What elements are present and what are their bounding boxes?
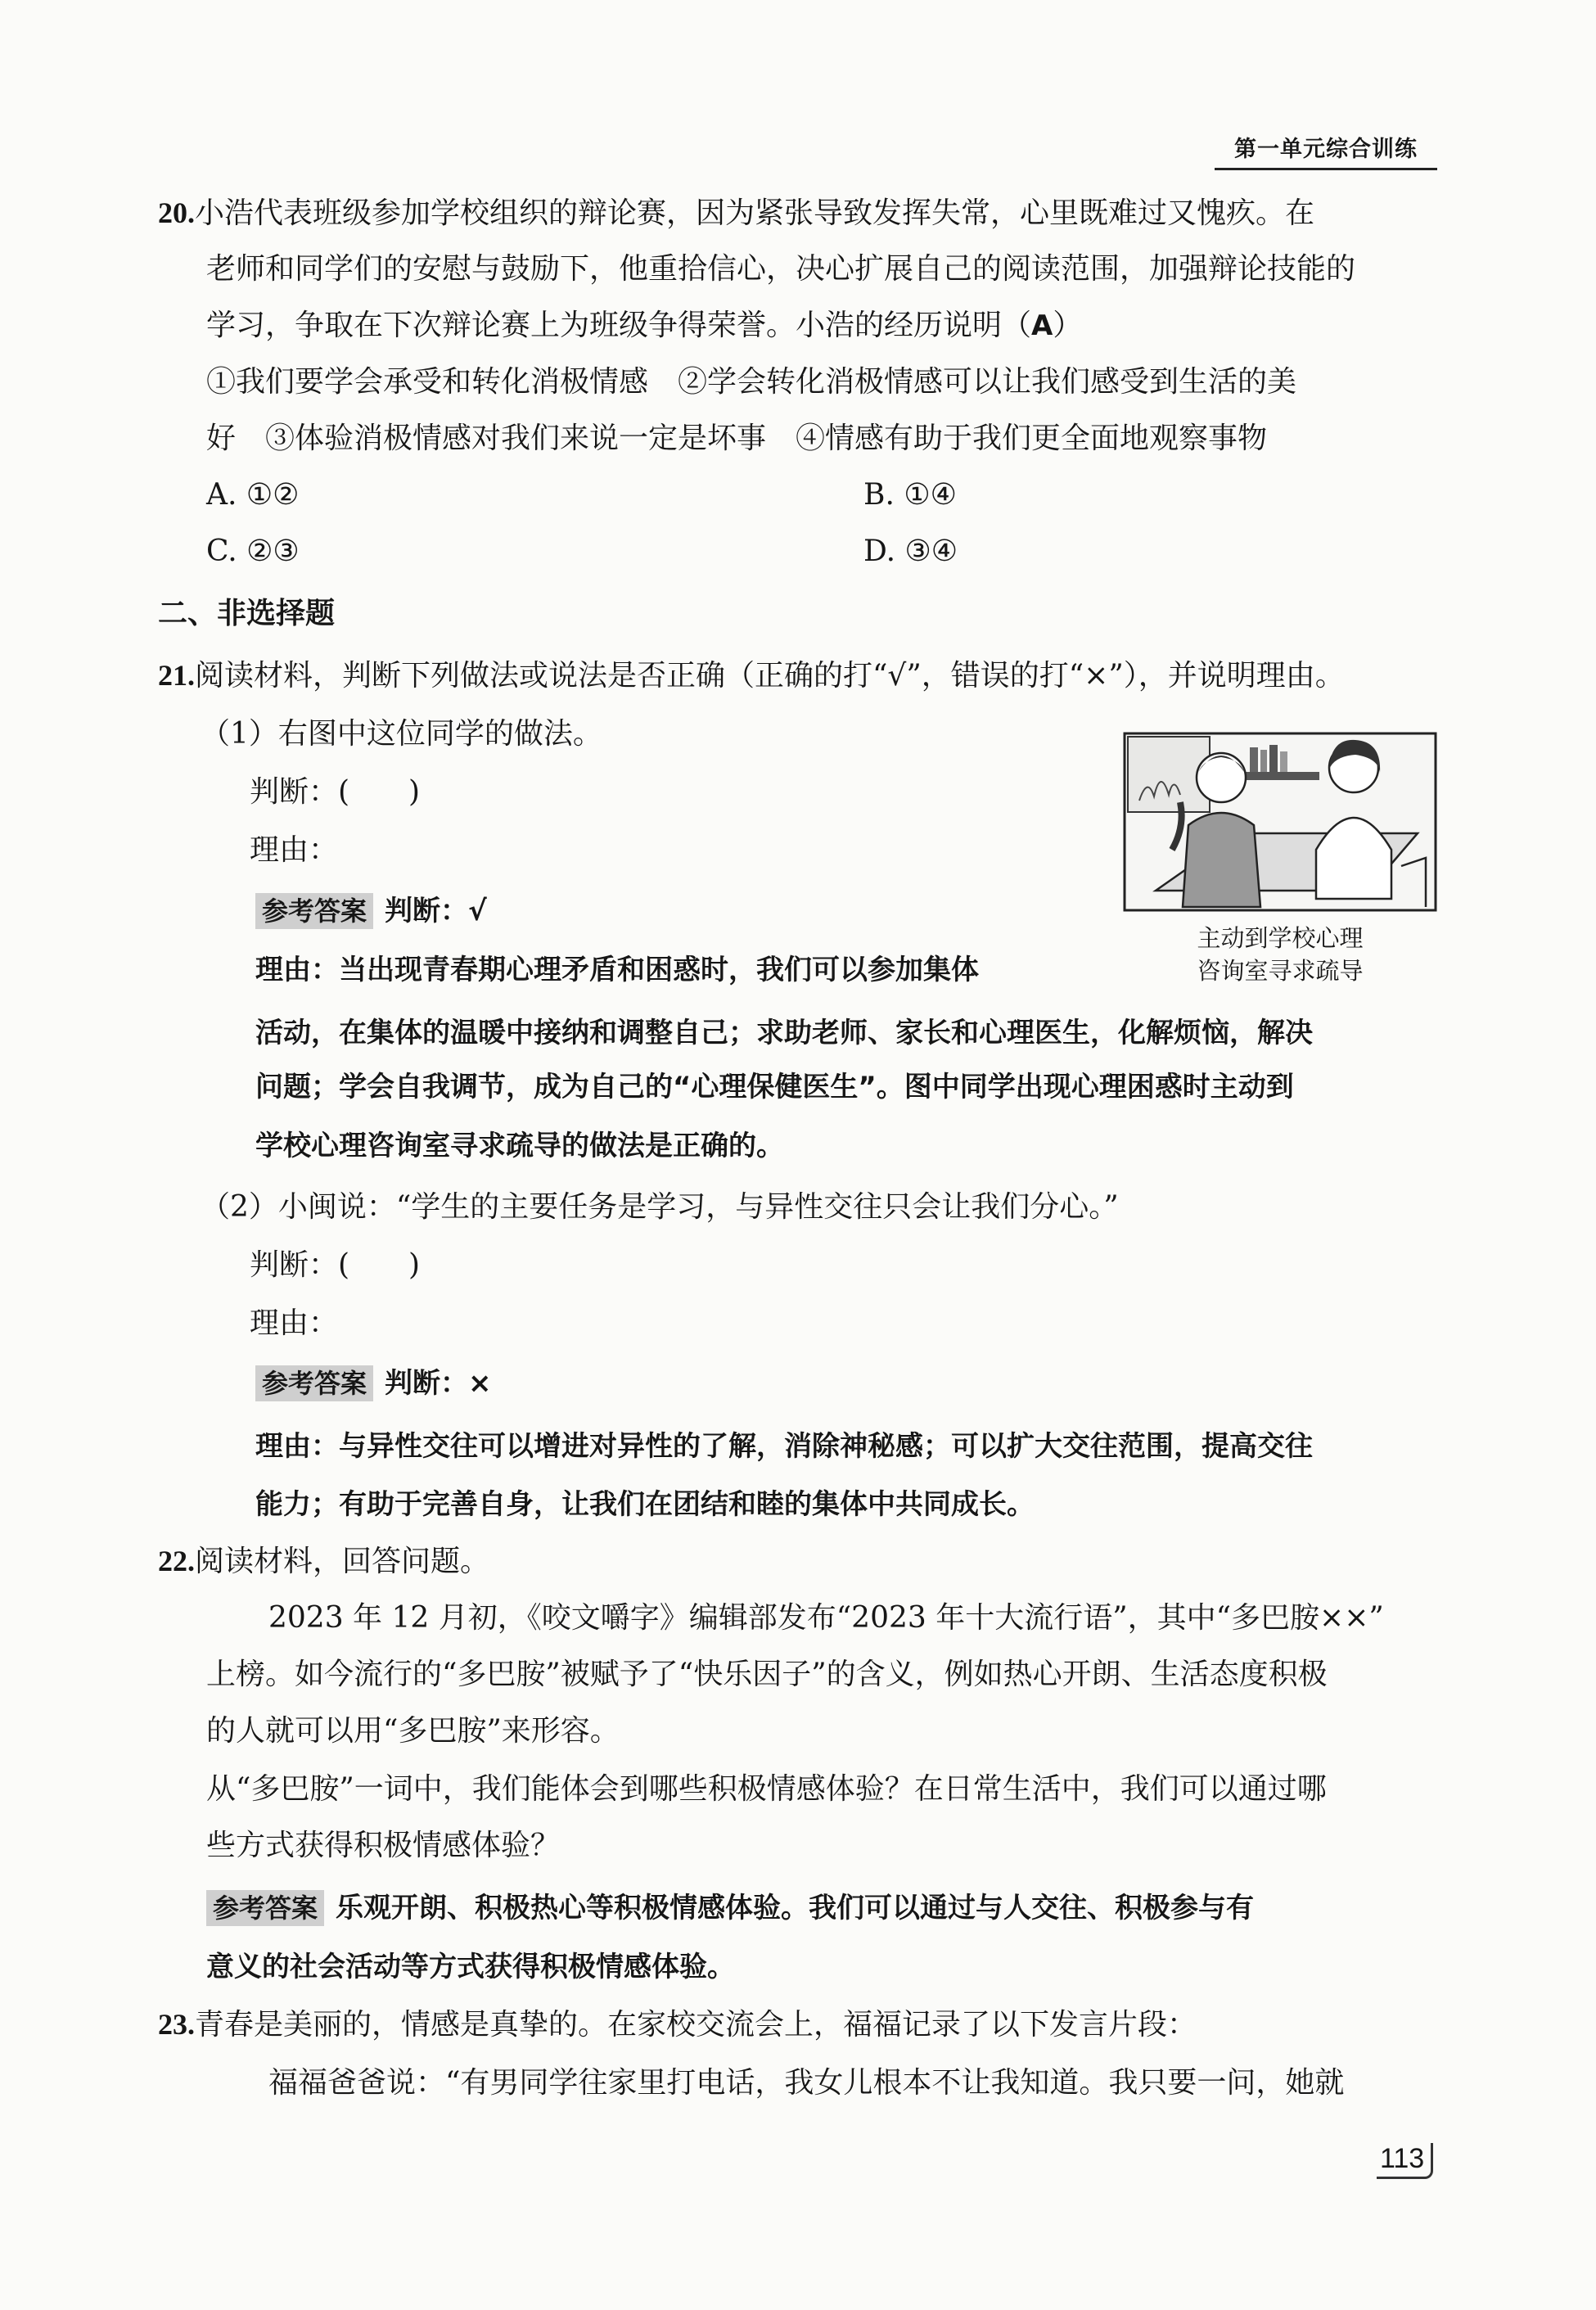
q22-stem-text: 阅读材料，回答问题。: [195, 1545, 490, 1578]
reference-answer-tag: 参考答案: [255, 893, 373, 929]
q21-p1-reason-2: 活动，在集体的温暖中接纳和调整自己；求助老师、家长和心理医生，化解烦恼，解决: [255, 1017, 1313, 1049]
q22-stem: [158, 1541, 489, 1582]
q20-choice-b: B. ①④: [863, 478, 957, 512]
q23-number: 23.: [158, 2008, 195, 2041]
q20-stem-3-end: ）: [1053, 309, 1083, 342]
q23-quote-1: 福福爸爸说：“有男同学往家里打电话，我女儿根本不让我知道。我只要一问，她就: [268, 2066, 1345, 2100]
q21-p2-reason-1: 理由：与异性交往可以增进对异性的了解，消除神秘感；可以扩大交往范围，提高交往: [255, 1430, 1313, 1463]
q21-p2-reason-label: 理由：: [250, 1306, 339, 1340]
q23-stem: [158, 2004, 1197, 2046]
q21-p1-judge-answer: 判断：√: [385, 895, 487, 927]
q22-number: 22.: [158, 1545, 195, 1577]
q21-number: 21.: [158, 659, 195, 692]
reference-answer-tag: 参考答案: [206, 1890, 324, 1926]
q20-stem-1: 小浩代表班级参加学校组织的辩论赛，因为紧张导致发挥失常，心里既难过又愧疚。在: [195, 196, 1315, 230]
q23-stem-text: 青春是美丽的，情感是真挚的。在家校交流会上，福福记录了以下发言片段：: [195, 2008, 1197, 2042]
q21-p1-reason-1: 理由：当出现青春期心理矛盾和困惑时，我们可以参加集体: [255, 954, 979, 986]
q21-p2-prompt: （2）小闽说：“学生的主要任务是学习，与异性交往只会让我们分心。”: [201, 1190, 1119, 1224]
q22-answer-row: [206, 1888, 1254, 1929]
q22-question-2: 些方式获得积极情感体验？: [206, 1829, 561, 1862]
q21-p1-reason-3: 问题；学会自我调节，成为自己的“心理保健医生”。图中同学出现心理困惑时主动到: [255, 1071, 1294, 1103]
caption-line2: 咨询室寻求疏导: [1197, 957, 1364, 985]
q21-p2-judge-answer-row: [255, 1363, 492, 1404]
q20-choice-d: D. ③④: [863, 535, 958, 568]
q21-p1-judge-label: 判断：( ): [250, 775, 421, 809]
q21-p2-judge-answer: 判断：×: [385, 1367, 492, 1400]
q20-choice-a: A. ①②: [206, 478, 300, 512]
q20-line2: 老师和同学们的安慰与鼓励下，他重拾信心，决心扩展自己的阅读范围，加强辩论技能的: [206, 252, 1356, 286]
q21-p1-reason-4: 学校心理咨询室寻求疏导的做法是正确的。: [255, 1130, 784, 1162]
unit-header: 第一单元综合训练: [1215, 131, 1437, 170]
page-number: 113: [1377, 2143, 1433, 2179]
q20-options-line2: 好 ③体验消极情感对我们来说一定是坏事 ④情感有助于我们更全面地观察事物: [206, 422, 1268, 455]
q20-choice-c: C. ②③: [206, 535, 300, 568]
counseling-illustration: [1123, 727, 1437, 915]
q21-p2-reason-2: 能力；有助于完善自身，让我们在团结和睦的集体中共同成长。: [255, 1488, 1035, 1521]
q21-stem-text: 阅读材料，判断下列做法或说法是否正确（正确的打“√”，错误的打“×”），并说明理由。: [195, 659, 1345, 693]
q20-line3: [206, 305, 1082, 346]
q20-stem-3: 学习，争取在下次辩论赛上为班级争得荣誉。小浩的经历说明（: [206, 309, 1032, 342]
illustration-caption: [1123, 922, 1437, 987]
q20-options-line1: ①我们要学会承受和转化消极情感 ②学会转化消极情感可以让我们感受到生活的美: [206, 365, 1297, 399]
q21-p1-prompt: （1）右图中这位同学的做法。: [201, 717, 602, 751]
section-title: 二、非选择题: [158, 597, 336, 630]
q21-stem: [158, 655, 1345, 697]
q20-number: 20.: [158, 196, 195, 229]
q22-material-1: 2023 年 12 月初，《咬文嚼字》编辑部发布“2023 年十大流行语”，其中“多巴胺××”: [268, 1601, 1384, 1635]
q22-answer-2: 意义的社会活动等方式获得积极情感体验。: [206, 1951, 735, 1983]
q20-line1: [158, 192, 1314, 234]
reference-answer-tag: 参考答案: [255, 1365, 373, 1401]
q21-p2-judge-label: 判断：( ): [250, 1248, 421, 1282]
q20-answer: A: [1031, 309, 1053, 342]
q22-answer-1: 乐观开朗、积极热心等积极情感体验。我们可以通过与人交往、积极参与有: [336, 1892, 1255, 1924]
caption-line1: 主动到学校心理: [1197, 924, 1364, 952]
q22-question-1: 从“多巴胺”一词中，我们能体会到哪些积极情感体验？在日常生活中，我们可以通过哪: [206, 1772, 1327, 1806]
q22-material-3: 的人就可以用“多巴胺”来形容。: [206, 1714, 620, 1748]
q21-p1-judge-answer-row: [255, 891, 487, 932]
q21-p1-reason-label: 理由：: [250, 833, 339, 867]
q22-material-2: 上榜。如今流行的“多巴胺”被赋予了“快乐因子”的含义，例如热心开朗、生活态度积极: [206, 1658, 1328, 1691]
